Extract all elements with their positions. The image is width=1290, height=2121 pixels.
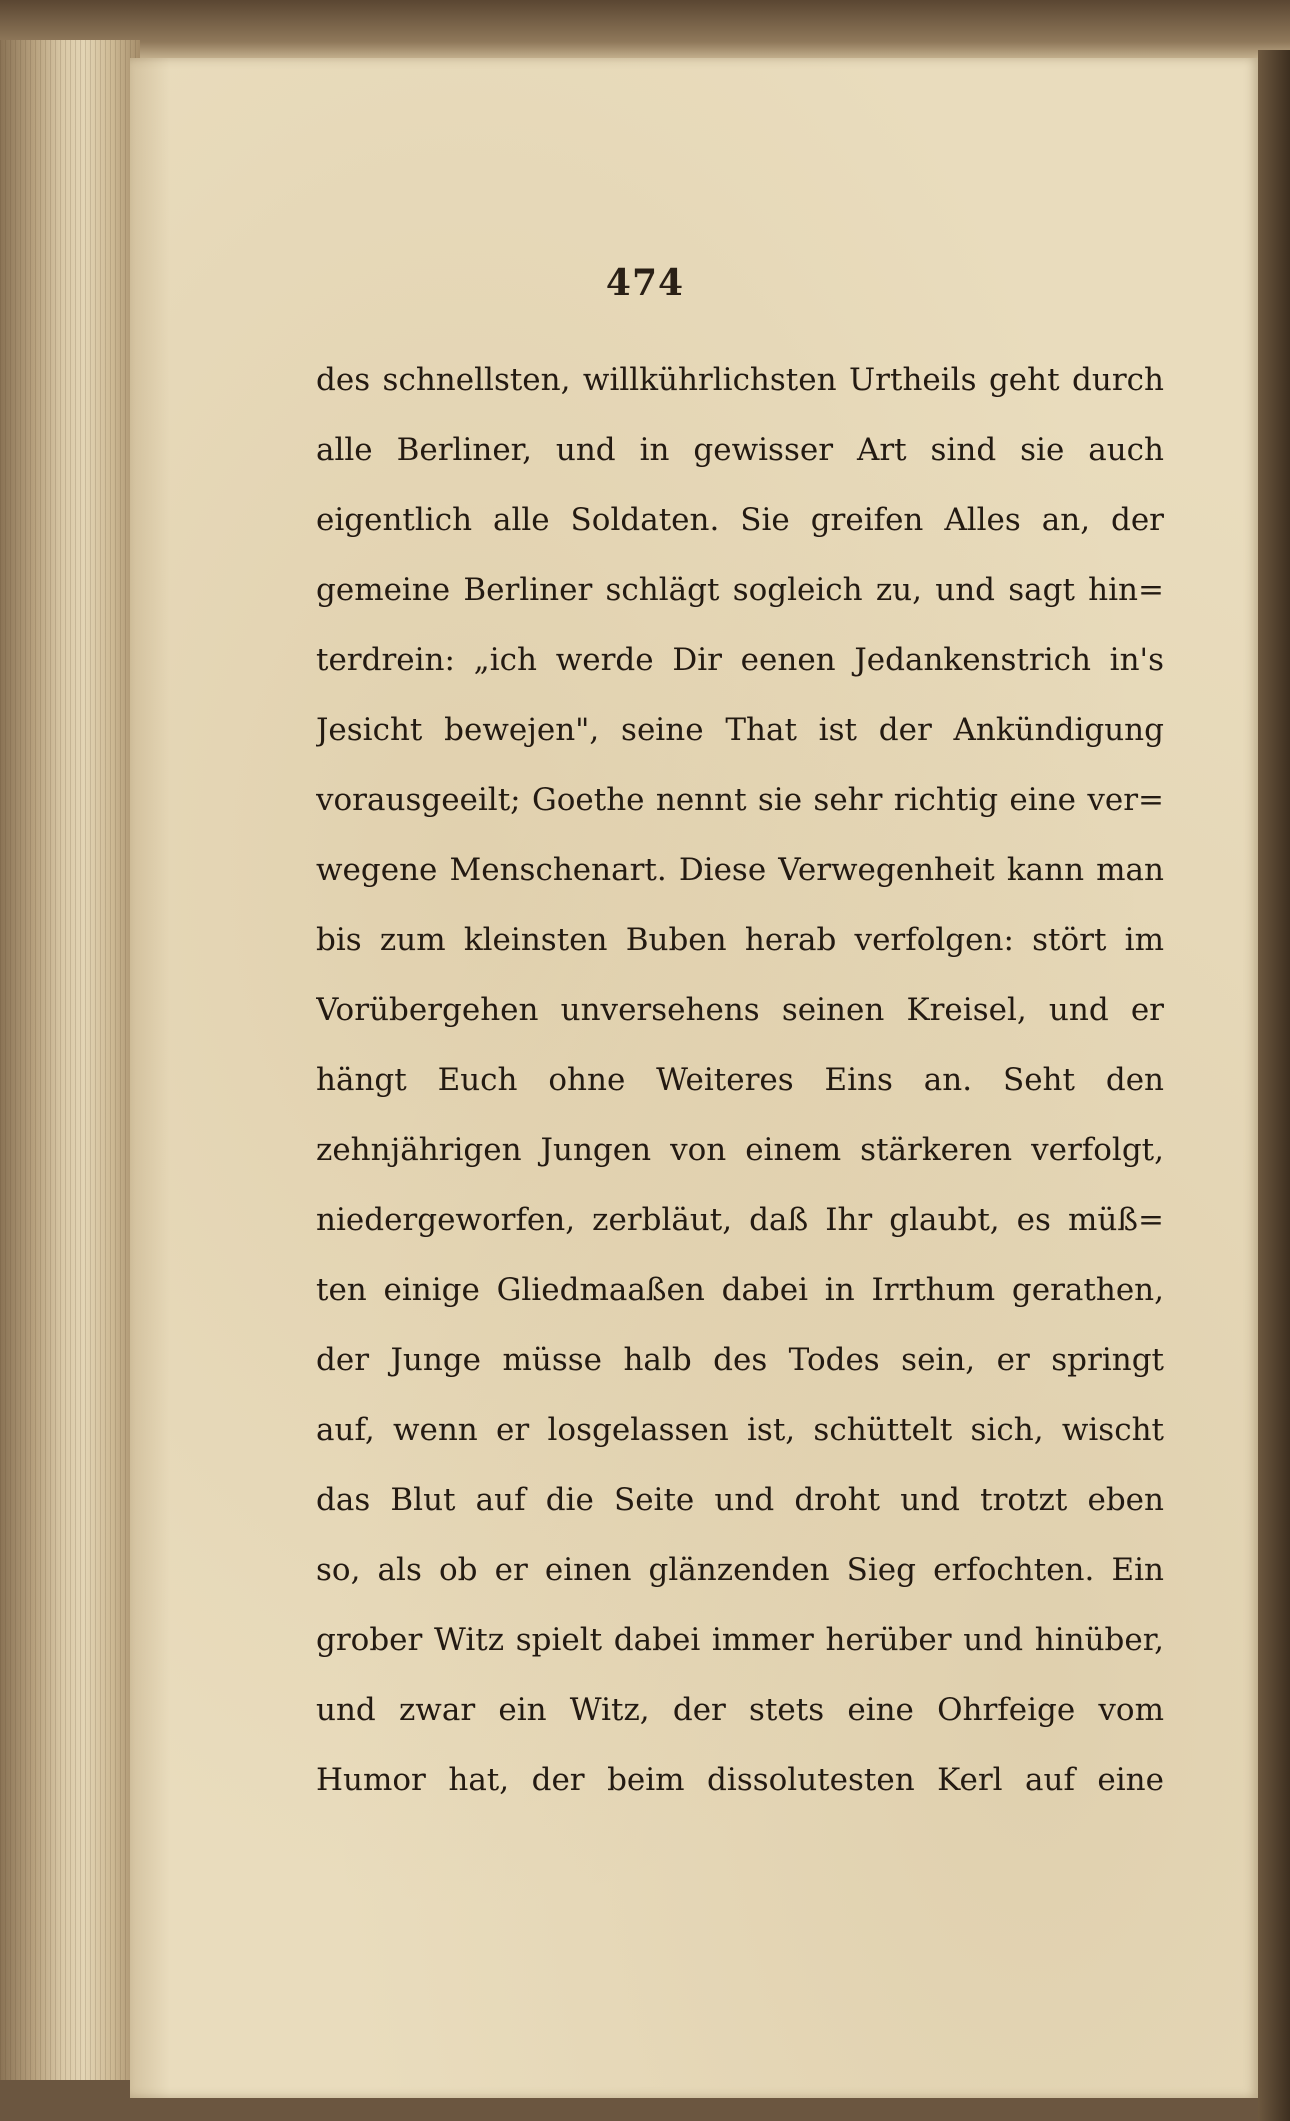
text-line: vorausgeeilt; Goethe nennt sie sehr richtig eine ver=	[316, 782, 1164, 818]
text-line: grober Witz spielt dabei immer herüber und hinüber,	[316, 1622, 1164, 1658]
body-text	[316, 345, 1164, 1815]
text-line: zehnjährigen Jungen von einem stärkeren verfolgt,	[316, 1132, 1164, 1168]
book-right-edge	[1258, 50, 1290, 2121]
text-line: der Junge müsse halb des Todes sein, er springt	[316, 1342, 1164, 1378]
text-line: des schnellsten, willkührlichsten Urtheils geht durch	[316, 362, 1164, 398]
text-line: gemeine Berliner schlägt sogleich zu, und sagt hin=	[316, 572, 1164, 608]
text-line: ten einige Gliedmaaßen dabei in Irrthum gerathen,	[316, 1272, 1164, 1308]
text-line: das Blut auf die Seite und droht und trotzt eben	[316, 1482, 1164, 1518]
text-line: Humor hat, der beim dissolutesten Kerl auf eine	[316, 1762, 1164, 1798]
text-line: Vorübergehen unversehens seinen Kreisel, und er	[316, 992, 1164, 1028]
text-line: bis zum kleinsten Buben herab verfolgen: stört im	[316, 922, 1164, 958]
text-line: terdrein: „ich werde Dir eenen Jedankenstrich in's	[316, 642, 1164, 678]
text-line: wegene Menschenart. Diese Verwegenheit kann man	[316, 852, 1164, 888]
text-line: eigentlich alle Soldaten. Sie greifen Alles an, der	[316, 502, 1164, 538]
text-line: Jesicht bewejen", seine That ist der Ankündigung	[316, 712, 1164, 748]
book-top-edge	[0, 0, 1290, 60]
text-line: so, als ob er einen glänzenden Sieg erfochten. Ein	[316, 1552, 1164, 1588]
text-line: und zwar ein Witz, der stets eine Ohrfeige vom	[316, 1692, 1164, 1728]
book-page-stack	[0, 40, 140, 2080]
text-line: alle Berliner, und in gewisser Art sind sie auch	[316, 432, 1164, 468]
text-line: auf, wenn er losgelassen ist, schüttelt sich, wischt	[316, 1412, 1164, 1448]
page-number: 474	[605, 262, 685, 304]
text-line: hängt Euch ohne Weiteres Eins an. Seht den	[316, 1062, 1164, 1098]
text-line: niedergeworfen, zerbläut, daß Ihr glaubt, es müß=	[316, 1202, 1164, 1238]
